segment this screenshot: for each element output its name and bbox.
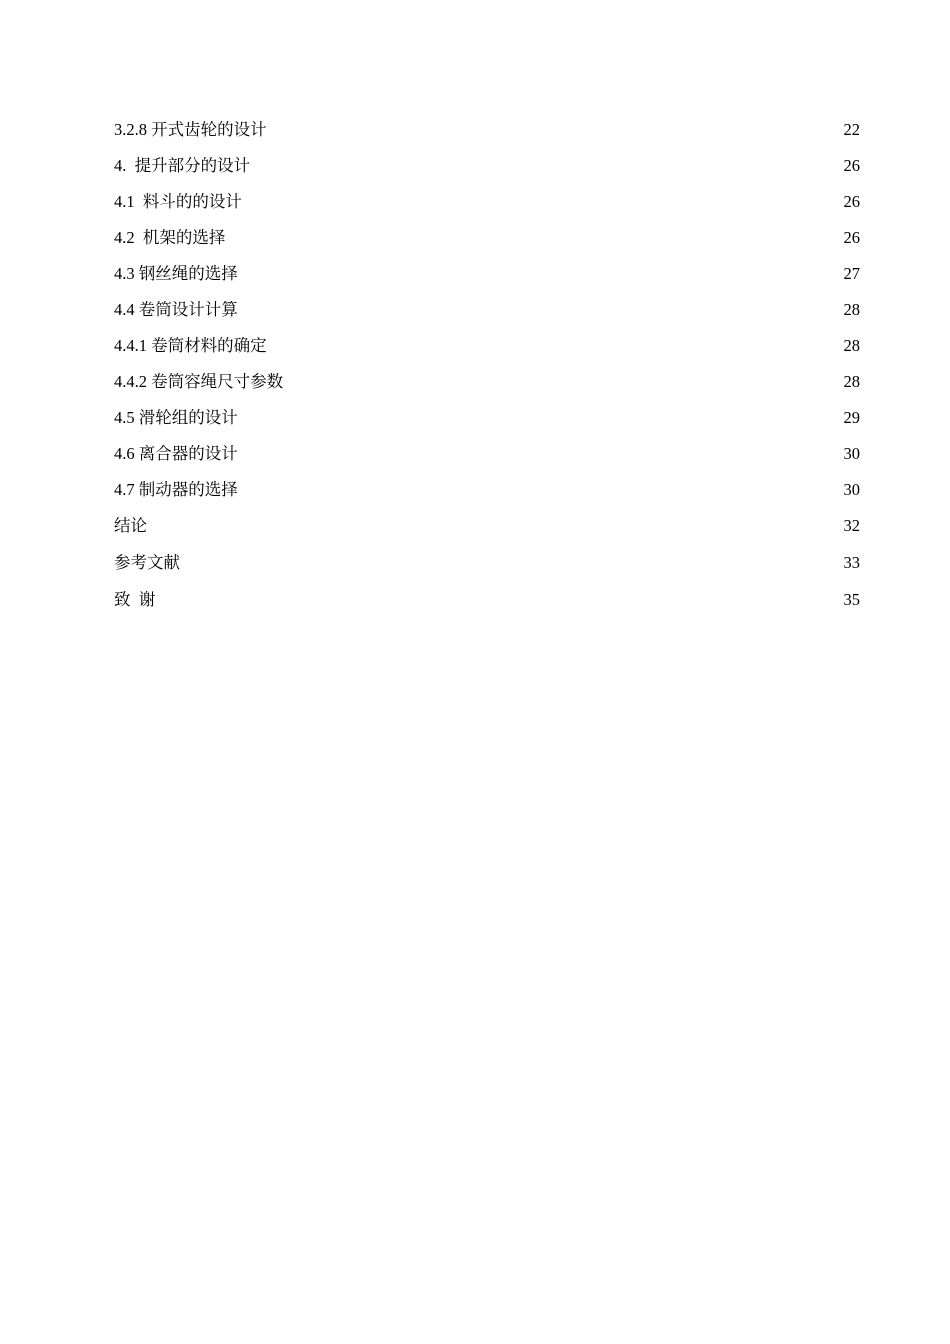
toc-entry[interactable] (114, 220, 860, 256)
toc-dot-leader (239, 299, 832, 316)
toc-entry-title: 3.2.8 开式齿轮的设计 (114, 120, 267, 139)
toc-entry[interactable] (114, 581, 860, 618)
toc-entry-title: 4.3 钢丝绳的选择 (114, 264, 238, 283)
toc-entry[interactable] (114, 364, 860, 400)
toc-dot-leader (156, 589, 832, 606)
toc-entry-title: 参考文献 (114, 553, 180, 572)
toc-dot-leader (239, 443, 832, 460)
toc-page-number: 33 (843, 553, 860, 572)
toc-page-number: 32 (843, 516, 860, 535)
toc-entry-title: 4.5 滑轮组的设计 (114, 408, 238, 427)
toc-page-number: 26 (843, 192, 860, 211)
toc-entry[interactable] (114, 184, 860, 220)
toc-entry-title: 4. 提升部分的设计 (114, 156, 251, 175)
toc-entry-title: 4.7 制动器的选择 (114, 480, 238, 499)
toc-page-number: 30 (843, 480, 860, 499)
toc-entry[interactable] (114, 472, 860, 508)
toc-dot-leader (148, 515, 832, 532)
toc-entry[interactable] (114, 508, 860, 544)
toc-entry[interactable] (114, 400, 860, 436)
toc-entry[interactable] (114, 256, 860, 292)
toc-dot-leader (181, 552, 832, 569)
toc-entry-title: 4.4.1 卷筒材料的确定 (114, 336, 267, 355)
toc-page-number: 29 (843, 408, 860, 427)
toc-page-number: 28 (843, 372, 860, 391)
toc-dot-leader (268, 335, 832, 352)
toc-page-number: 22 (843, 120, 860, 139)
toc-entry-title: 4.2 机架的选择 (114, 228, 226, 247)
toc-dot-leader (268, 119, 832, 136)
toc-dot-leader (226, 227, 832, 244)
table-of-contents (114, 112, 860, 618)
toc-dot-leader (239, 407, 832, 424)
toc-entry-title: 4.4.2 卷筒容绳尺寸参数 (114, 372, 284, 391)
toc-dot-leader (251, 155, 832, 172)
toc-page-number: 30 (843, 444, 860, 463)
toc-page-number: 26 (843, 156, 860, 175)
toc-entry[interactable] (114, 112, 860, 148)
toc-entry[interactable] (114, 292, 860, 328)
toc-entry[interactable] (114, 328, 860, 364)
toc-entry-title: 4.6 离合器的设计 (114, 444, 238, 463)
toc-dot-leader (243, 191, 832, 208)
toc-dot-leader (284, 371, 832, 388)
toc-entry[interactable] (114, 436, 860, 472)
toc-entry-title: 4.4 卷筒设计计算 (114, 300, 238, 319)
toc-page-number: 26 (843, 228, 860, 247)
toc-page-number: 28 (843, 336, 860, 355)
toc-entry-title: 结论 (114, 516, 147, 535)
toc-dot-leader (239, 263, 832, 280)
toc-entry-title: 致 谢 (114, 590, 156, 609)
toc-dot-leader (239, 479, 832, 496)
toc-entry-title: 4.1 料斗的的设计 (114, 192, 242, 211)
toc-page-number: 28 (843, 300, 860, 319)
toc-page-number: 27 (843, 264, 860, 283)
toc-page-number: 35 (843, 590, 860, 609)
toc-entry[interactable] (114, 148, 860, 184)
toc-entry[interactable] (114, 544, 860, 581)
